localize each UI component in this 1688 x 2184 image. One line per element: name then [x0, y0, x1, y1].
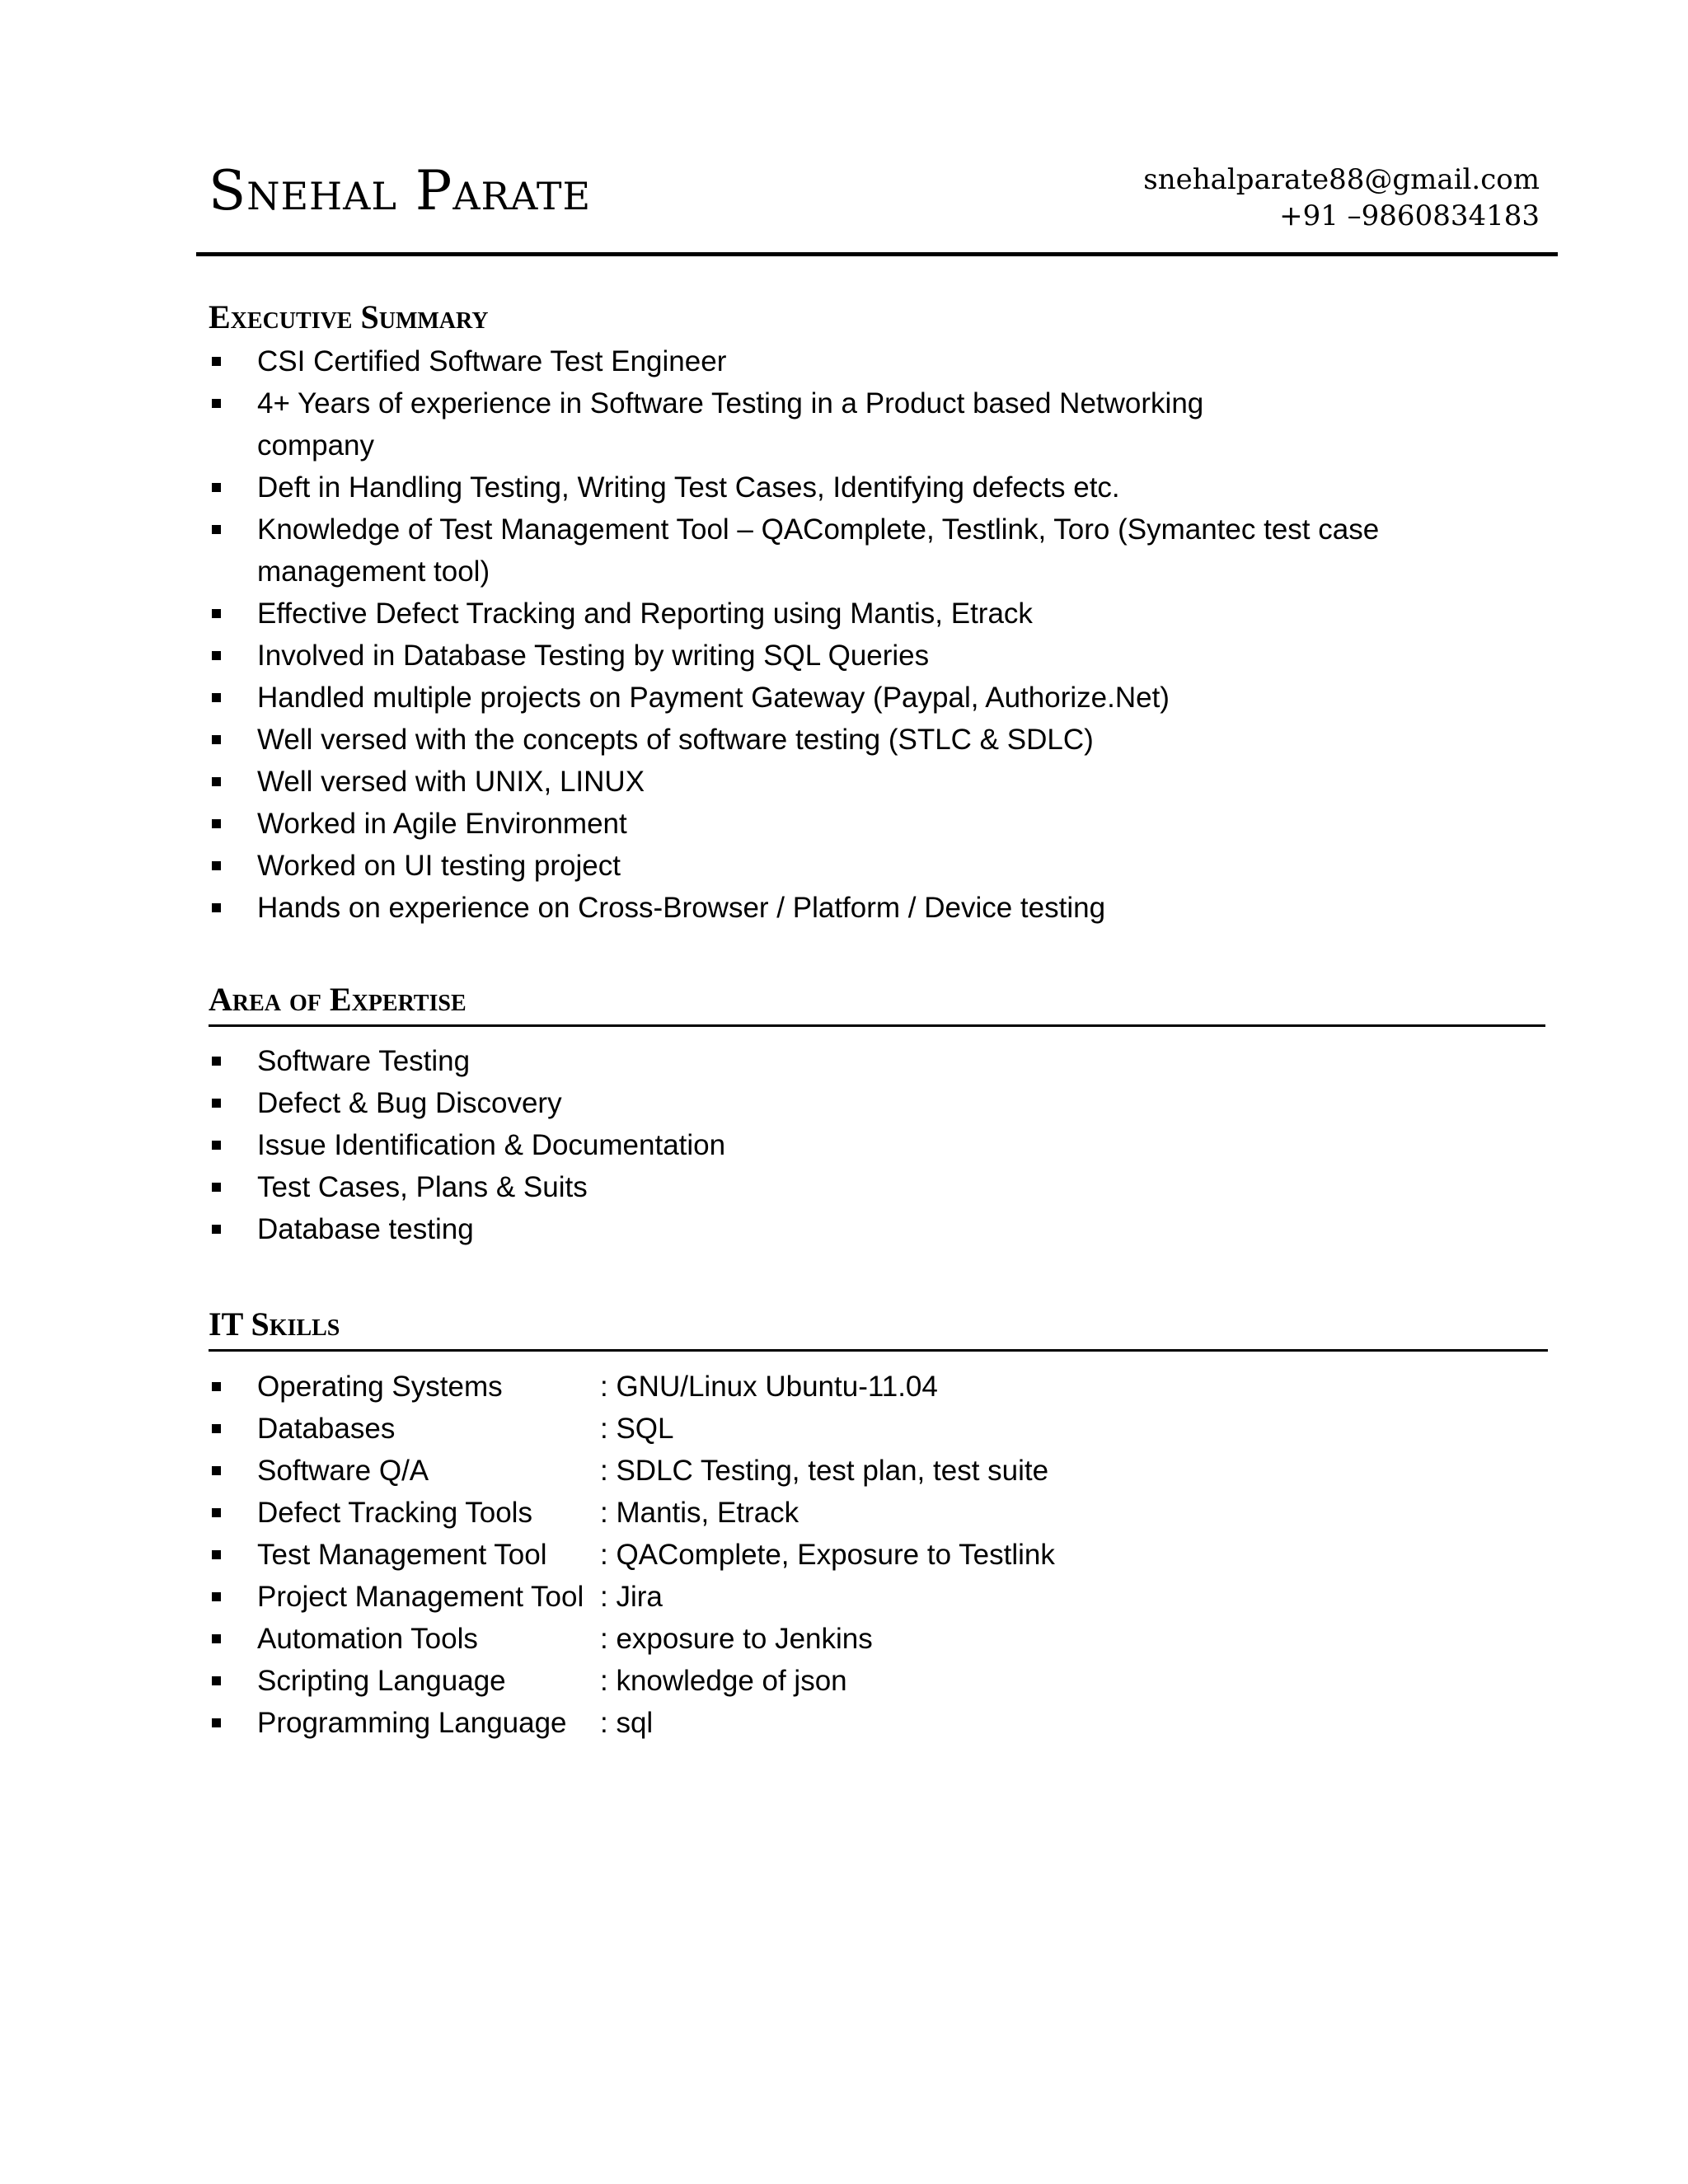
expertise-divider	[209, 1024, 1545, 1027]
bullet-icon	[212, 1141, 221, 1150]
list-item: Handled multiple projects on Payment Gateway (Paypal, Authorize.Net)	[0, 677, 1302, 719]
bullet-icon	[212, 861, 221, 870]
phone-number: +91 –9860834183	[1279, 199, 1540, 232]
it-skills-table	[0, 1366, 1688, 1744]
executive-summary-list	[0, 340, 1380, 929]
it-skills-heading: IT Skills	[209, 1305, 340, 1343]
list-item: Database testing	[0, 1208, 1302, 1250]
skill-row	[0, 1534, 1688, 1576]
list-item: Worked in Agile Environment	[0, 803, 1302, 845]
bullet-icon	[212, 1508, 221, 1517]
skill-label: Operating Systems	[257, 1371, 503, 1403]
bullet-icon	[212, 651, 221, 660]
list-item: Hands on experience on Cross-Browser / Platform / Device testing	[0, 887, 1302, 929]
skill-label: Databases	[257, 1413, 396, 1445]
bullet-icon	[212, 399, 221, 408]
skill-label: Programming Language	[257, 1707, 567, 1739]
bullet-icon	[212, 1592, 221, 1601]
list-item: Test Cases, Plans & Suits	[0, 1166, 1302, 1208]
bullet-icon	[212, 903, 221, 912]
skill-row	[0, 1660, 1688, 1702]
skill-label: Project Management Tool	[257, 1581, 584, 1613]
skill-row	[0, 1702, 1688, 1744]
skill-row	[0, 1618, 1688, 1660]
bullet-icon	[212, 1382, 221, 1391]
list-item: Defect & Bug Discovery	[0, 1082, 1302, 1124]
it-skills-divider	[209, 1349, 1548, 1352]
skill-value: : GNU/Linux Ubuntu-11.04	[600, 1371, 938, 1403]
bullet-icon	[212, 1676, 221, 1685]
list-item: Well versed with UNIX, LINUX	[0, 761, 1302, 803]
skill-value: : SDLC Testing, test plan, test suite	[600, 1455, 1049, 1487]
bullet-icon	[212, 1718, 221, 1727]
list-item: Worked on UI testing project	[0, 845, 1302, 887]
skill-row	[0, 1576, 1688, 1618]
skill-row	[0, 1366, 1688, 1408]
contact-block	[1143, 162, 1540, 234]
list-item: Involved in Database Testing by writing SQL Queries	[0, 635, 1302, 677]
skill-label: Software Q/A	[257, 1455, 429, 1487]
list-item: CSI Certified Software Test Engineer	[0, 340, 1302, 382]
candidate-name: Snehal Parate	[209, 159, 592, 223]
skill-row	[0, 1492, 1688, 1534]
skill-value: : QAComplete, Exposure to Testlink	[600, 1539, 1055, 1571]
bullet-icon	[212, 1550, 221, 1559]
list-item: Issue Identification & Documentation	[0, 1124, 1302, 1166]
list-item: Deft in Handling Testing, Writing Test Cases, Identifying defects etc.	[0, 466, 1302, 509]
list-item: Well versed with the concepts of software testing (STLC & SDLC)	[0, 719, 1302, 761]
bullet-icon	[212, 483, 221, 492]
list-item: Knowledge of Test Management Tool – QAComplete, Testlink, Toro (Symantec test case management tool)	[0, 509, 1302, 593]
bullet-icon	[212, 1424, 221, 1433]
expertise-list	[0, 1040, 1302, 1250]
bullet-icon	[212, 819, 221, 828]
skill-label: Scripting Language	[257, 1665, 506, 1697]
skill-row	[0, 1408, 1688, 1450]
skill-value: : SQL	[600, 1413, 674, 1445]
skill-value: : exposure to Jenkins	[600, 1623, 873, 1655]
bullet-icon	[212, 777, 221, 786]
skill-value: : knowledge of json	[600, 1665, 847, 1697]
bullet-icon	[212, 609, 221, 618]
skill-label: Test Management Tool	[257, 1539, 547, 1571]
bullet-icon	[212, 735, 221, 744]
bullet-icon	[212, 1634, 221, 1643]
bullet-icon	[212, 525, 221, 534]
skill-label: Defect Tracking Tools	[257, 1497, 532, 1529]
header-divider	[196, 252, 1558, 256]
bullet-icon	[212, 357, 221, 366]
skill-value: : Jira	[600, 1581, 663, 1613]
area-of-expertise-heading: Area of Expertise	[209, 981, 467, 1018]
list-item: Effective Defect Tracking and Reporting using Mantis, Etrack	[0, 593, 1302, 635]
email-address: snehalparate88@gmail.com	[1143, 163, 1540, 196]
list-item: Software Testing	[0, 1040, 1302, 1082]
bullet-icon	[212, 1225, 221, 1234]
bullet-icon	[212, 1099, 221, 1108]
skill-label: Automation Tools	[257, 1623, 478, 1655]
bullet-icon	[212, 1466, 221, 1475]
skill-row	[0, 1450, 1688, 1492]
executive-summary-heading: Executive Summary	[209, 298, 489, 335]
bullet-icon	[212, 693, 221, 702]
skill-value: : sql	[600, 1707, 654, 1739]
bullet-icon	[212, 1057, 221, 1066]
bullet-icon	[212, 1183, 221, 1192]
skill-value: : Mantis, Etrack	[600, 1497, 799, 1529]
list-item: 4+ Years of experience in Software Testing in a Product based Networking company	[0, 382, 1302, 466]
